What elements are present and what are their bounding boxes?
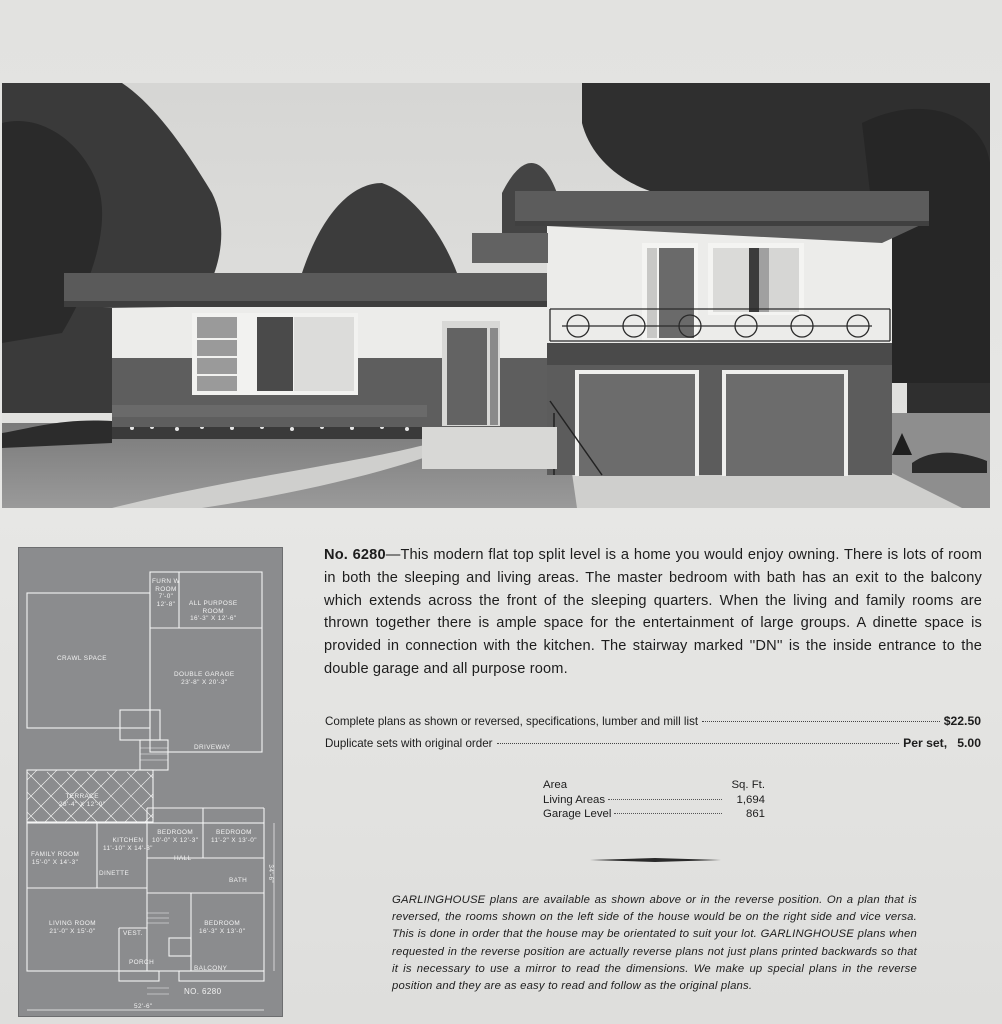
area-row-value: 1,694 [736,793,765,806]
plan-vest-label: VEST. [123,930,143,937]
description-text: —This modern flat top split level is a home you would enjoy owning. There is lots of room in both the sleeping and living areas. The master bedroom with bath has an exit to the balcony which extends across the front of the sleeping quarters. When the living and family rooms are thrown together there is ample space for the entertainment of large groups. A dinette space is provided in connection with the kitchen. The stairway marked ''DN'' is the inside entrance to the double garage and all purpose room. [324,547,983,677]
area-header-left: Area [543,779,568,791]
leader-dots [497,743,900,744]
plan-kitchen-label: KITCHEN 11'-10" X 14'-3" [103,837,153,852]
price-label: Complete plans as shown or reversed, specifications, lumber and mill list [325,715,699,728]
area-row-label: Garage Level [543,808,612,821]
area-header [543,778,765,793]
plan-width-dimension: 52'-6" [134,1003,153,1010]
note-text-1: plans are available as shown above or in the reverse position. On a plan that is reversed, the rooms shown on the left side of the house would be on the right side and vice versa. This is done in order that the house may be orientated to suit your lot. [392,894,917,941]
area-header-right: Sq. Ft. [731,779,765,791]
plan-terrace-label: TERRACE 28'-4" X 12'-0" [59,793,106,808]
plan-balcony-label: BALCONY [194,965,228,972]
price-complete-plans [325,714,981,728]
brand-name: GARLINGHOUSE [760,928,855,941]
plan-depth-dimension: 34'-6" [267,864,275,884]
plan-living-room-label: LIVING ROOM 21'-0" X 15'-0" [49,920,97,935]
reverse-plans-note [392,892,917,995]
plan-family-room-label: FAMILY ROOM 15'-0" X 14'-3" [31,851,80,866]
leader-dots [702,721,940,722]
plan-hall-label: HALL [174,855,192,862]
plan-dinette-label: DINETTE [99,870,130,877]
price-value: $22.50 [943,714,981,728]
plan-bedroom-2-label: BEDROOM 11'-2" X 13'-0" [211,829,257,844]
area-row-label: Living Areas [543,793,606,806]
note-text-2: plans when requested in the reverse position are actually reverse plans not just plans printed backwards so that it is necessary to use a mirror to read the dimensions. We make up special plans in the reverse position and they are as easy to read and follow as the original plans. [392,928,917,993]
plan-driveway-label: DRIVEWAY [194,744,231,751]
area-row-value: 861 [745,808,765,821]
ornamental-divider [590,858,721,862]
plan-furn-room-label: FURN W ROOM 7'-0" 12'-8" [152,578,180,608]
plan-bedroom-1-label: BEDROOM 10'-0" X 12'-3" [152,829,199,844]
price-value: Per set, 5.00 [903,736,981,750]
plan-description [324,544,982,681]
plan-number: No. 6280 [324,547,386,563]
floor-plan [18,547,283,1017]
plan-all-purpose-label: ALL PURPOSE ROOM 16'-3" X 12'-6" [189,600,238,622]
price-duplicate-sets [325,736,981,750]
plan-bath-label: BATH [229,877,248,884]
plan-crawl-space-label: CRAWL SPACE [57,655,107,662]
price-label: Duplicate sets with original order [325,737,493,750]
area-table [543,778,765,822]
area-row [543,807,765,822]
plan-bedroom-3-label: BEDROOM 16'-3" X 13'-0" [199,920,246,935]
area-row [543,793,765,808]
plan-porch-label: PORCH [129,959,155,966]
brand-name: GARLINGHOUSE [392,894,486,906]
plan-number-label: NO. 6280 [184,987,222,996]
house-photo [2,83,990,508]
plan-double-garage-label: DOUBLE GARAGE 23'-8" X 20'-3" [174,671,235,686]
